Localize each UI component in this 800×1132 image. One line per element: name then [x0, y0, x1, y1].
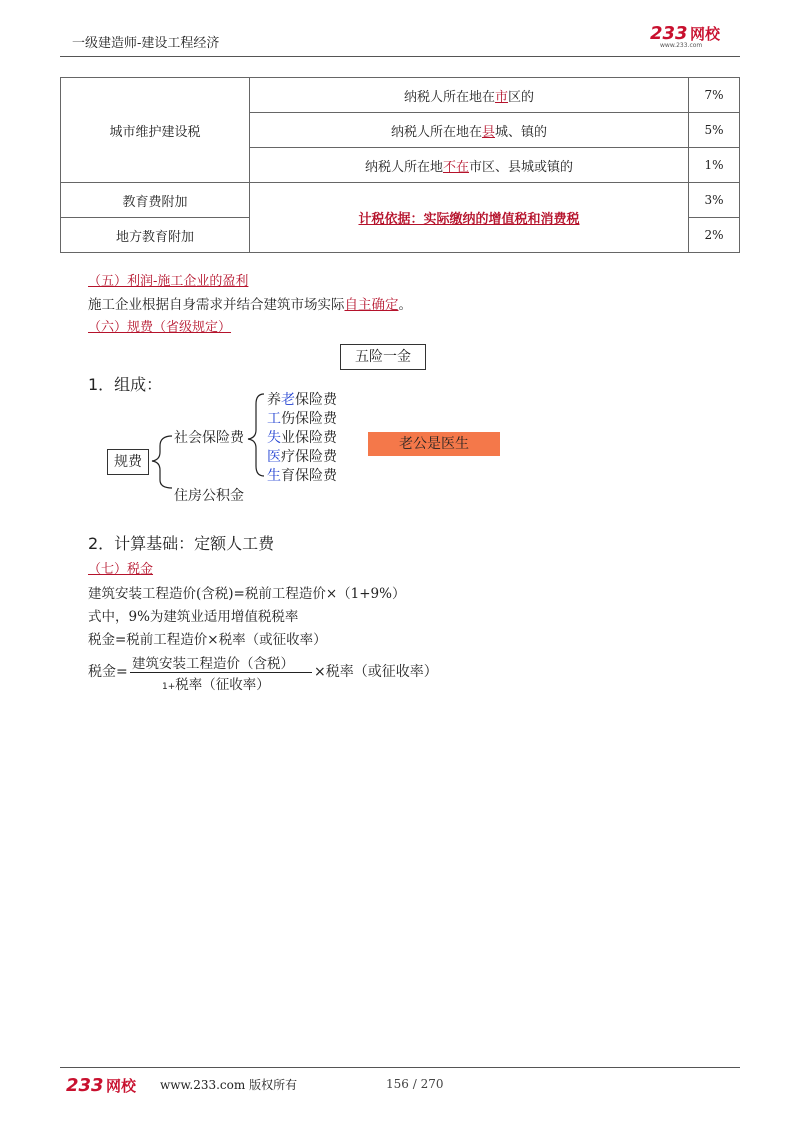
footer-logo	[66, 1073, 150, 1095]
rate-cell: 1%	[689, 148, 740, 183]
insurance-item-injury: 工伤保险费	[267, 411, 337, 427]
insurance-item-medical: 医疗保险费	[267, 449, 337, 465]
five-insurance-box: 五险一金	[340, 344, 426, 370]
header-title: 一级建造师-建设工程经济	[72, 36, 220, 51]
tax-line-2: 式中，9%为建筑业适用增值税税率	[88, 609, 299, 625]
footer-copyright: www.233.com 版权所有	[160, 1078, 298, 1092]
urban-tax-label: 城市维护建设税	[61, 78, 250, 183]
formula-numerator: 建筑安装工程造价（含税）	[132, 656, 294, 672]
social-insurance-label: 社会保险费	[174, 430, 244, 446]
insurance-item-pension: 养老保险费	[267, 392, 337, 408]
table-cell: 纳税人所在地不在市区、县城或镇的	[250, 148, 689, 183]
rate-cell: 7%	[689, 78, 740, 113]
logo-number: 233	[66, 1075, 104, 1095]
table-row	[61, 78, 740, 113]
table-cell: 纳税人所在地在县城、镇的	[250, 113, 689, 148]
logo-cn: 网校	[690, 25, 721, 43]
table-cell: 纳税人所在地在市区的	[250, 78, 689, 113]
formula-suffix: ×税率（或征收率）	[314, 664, 438, 680]
table-row	[61, 183, 740, 218]
section-heading-tax: （七）税金	[88, 562, 154, 577]
section-heading-fees: （六）规费（省级规定）	[88, 320, 232, 335]
section-heading-profit: （五）利润-施工企业的盈利	[88, 274, 249, 289]
composition-label: 1．组成：	[88, 375, 163, 394]
insurance-item-unemployment: 失业保险费	[267, 430, 337, 446]
highlight-text: 市	[494, 89, 508, 105]
edu-surcharge-label: 教育费附加	[61, 183, 250, 218]
header-divider	[60, 56, 740, 57]
logo-url: www.233.com	[660, 42, 703, 48]
local-edu-surcharge-label: 地方教育附加	[61, 218, 250, 253]
rate-cell: 3%	[689, 183, 740, 218]
rate-cell: 2%	[689, 218, 740, 253]
tax-line-3: 税金=税前工程造价×税率（或征收率）	[88, 632, 327, 648]
regulatory-fee-box: 规费	[107, 449, 149, 475]
highlight-text: 自主确定	[344, 297, 399, 313]
formula-prefix: 税金=	[88, 664, 128, 680]
mnemonic-box: 老公是医生	[368, 432, 500, 456]
highlight-text: 不在	[442, 159, 469, 175]
formula-denominator: 1+税率（征收率）	[162, 677, 270, 693]
footer-divider	[60, 1067, 740, 1068]
tax-line-1: 建筑安装工程造价(含税)=税前工程造价×（1+9%）	[88, 586, 406, 602]
insurance-item-maternity: 生育保险费	[267, 468, 337, 484]
logo-number: 233	[650, 23, 688, 44]
logo-cn: 网校	[106, 1077, 137, 1095]
tax-basis-cell	[250, 183, 689, 253]
highlight-text: 县	[481, 124, 495, 140]
tax-rate-table	[60, 77, 740, 253]
tax-basis-text: 计税依据：实际缴纳的增值税和消费税	[358, 212, 580, 227]
header-logo	[650, 22, 740, 48]
page-number: 156 / 270	[386, 1077, 444, 1091]
housing-fund-label: 住房公积金	[174, 488, 244, 504]
rate-cell: 5%	[689, 113, 740, 148]
calculation-basis-label: 2．计算基础：定额人工费	[88, 534, 275, 553]
profit-text: 施工企业根据自身需求并结合建筑市场实际自主确定。	[88, 297, 412, 313]
